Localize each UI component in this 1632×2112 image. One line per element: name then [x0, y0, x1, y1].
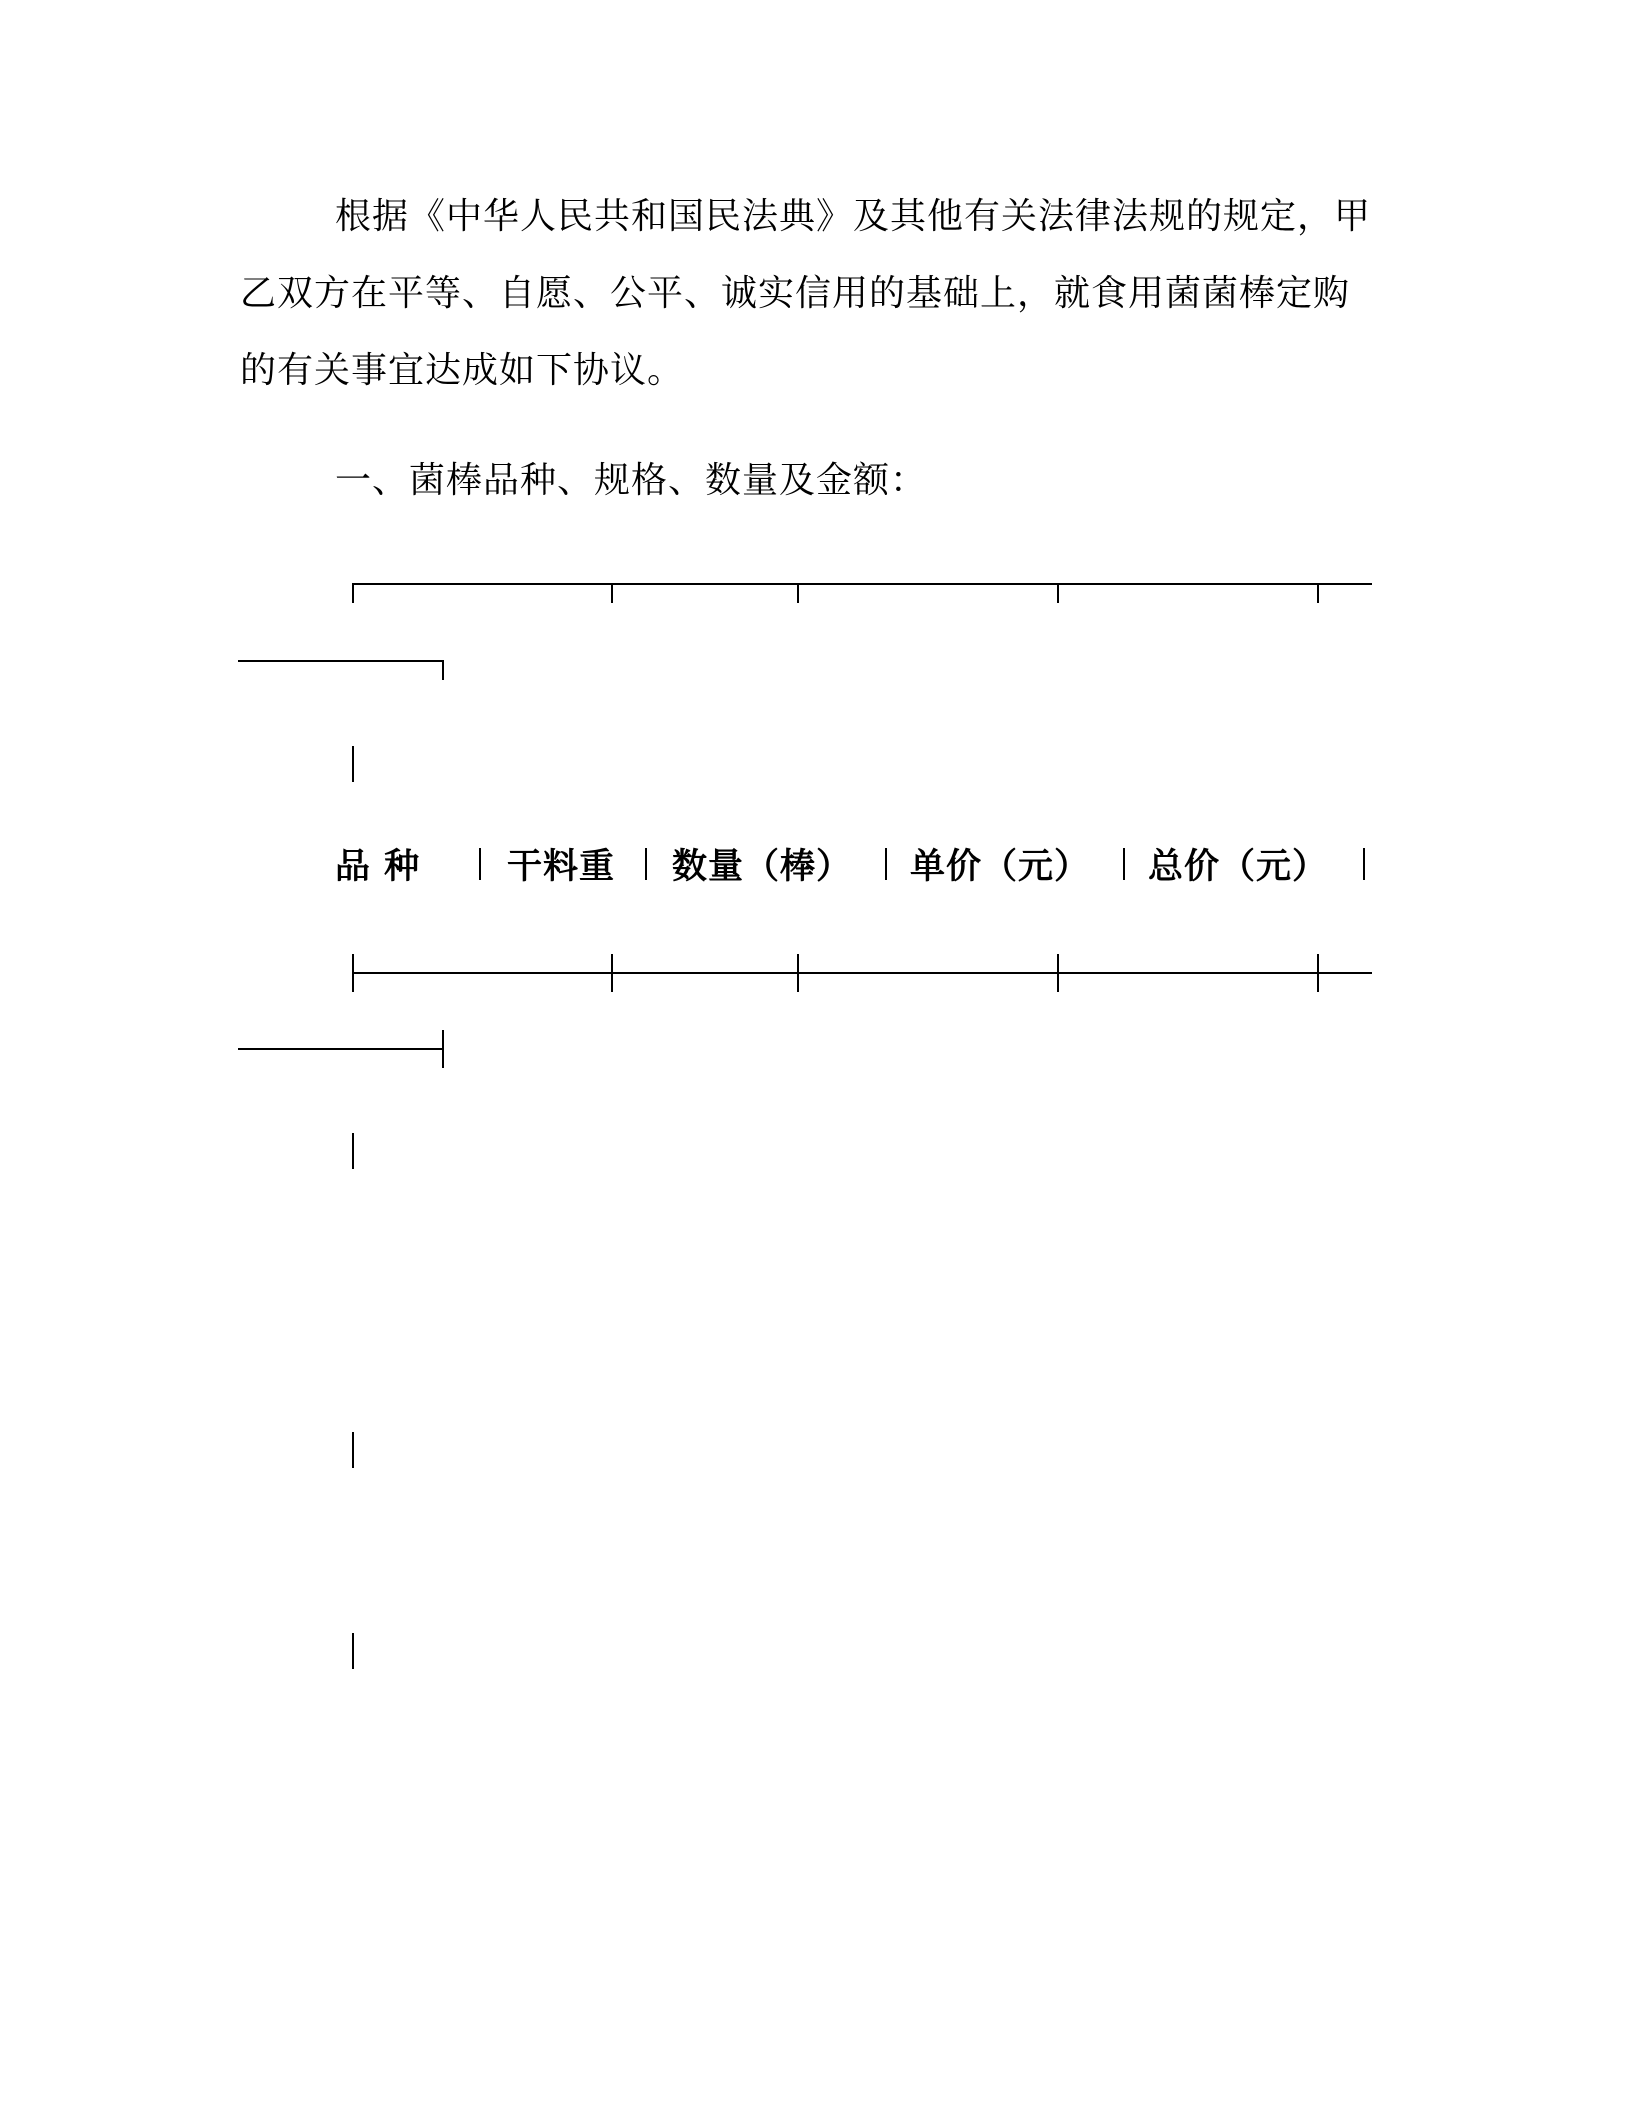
- table-left-border: [352, 1633, 354, 1669]
- table-border-tick: [352, 954, 354, 992]
- intro-paragraph: 根据《中华人民共和国民法典》及其他有关法律法规的规定，甲乙双方在平等、自愿、公平、诚实信用的基础上，就食用菌菌棒定购的有关事宜达成如下协议。: [240, 196, 1372, 391]
- table-left-border: [352, 1432, 354, 1468]
- header-quantity: 数量（棒）: [672, 847, 853, 887]
- table-border-tick: [1317, 583, 1319, 603]
- table-border-tick: [442, 660, 444, 680]
- header-dry-weight: 干料重: [507, 847, 616, 887]
- table-top-border: [352, 583, 1372, 585]
- table-border-tick: [611, 954, 613, 992]
- header-separator: [885, 848, 887, 880]
- table-left-border: [352, 1133, 354, 1169]
- table-border-tick: [797, 583, 799, 603]
- table-row-border: [352, 972, 1372, 974]
- header-unit-price: 单价（元）: [910, 847, 1091, 887]
- table-wrap-border: [238, 660, 444, 662]
- header-separator: [645, 848, 647, 880]
- table-wrap-border: [238, 1048, 444, 1050]
- header-total-price: 总价（元）: [1148, 847, 1329, 887]
- table-border-tick: [1317, 954, 1319, 992]
- table-border-tick: [352, 583, 354, 603]
- header-separator: [1123, 848, 1125, 880]
- table-left-border: [352, 746, 354, 782]
- header-variety: 品 种: [335, 847, 421, 887]
- section-heading: 一、菌棒品种、规格、数量及金额：: [335, 460, 928, 501]
- table-border-tick: [797, 954, 799, 992]
- table-border-tick: [611, 583, 613, 603]
- table-border-tick: [1057, 954, 1059, 992]
- table-border-tick: [1057, 583, 1059, 603]
- header-separator: [1363, 848, 1365, 880]
- table-border-tick: [442, 1030, 444, 1068]
- header-separator: [479, 848, 481, 880]
